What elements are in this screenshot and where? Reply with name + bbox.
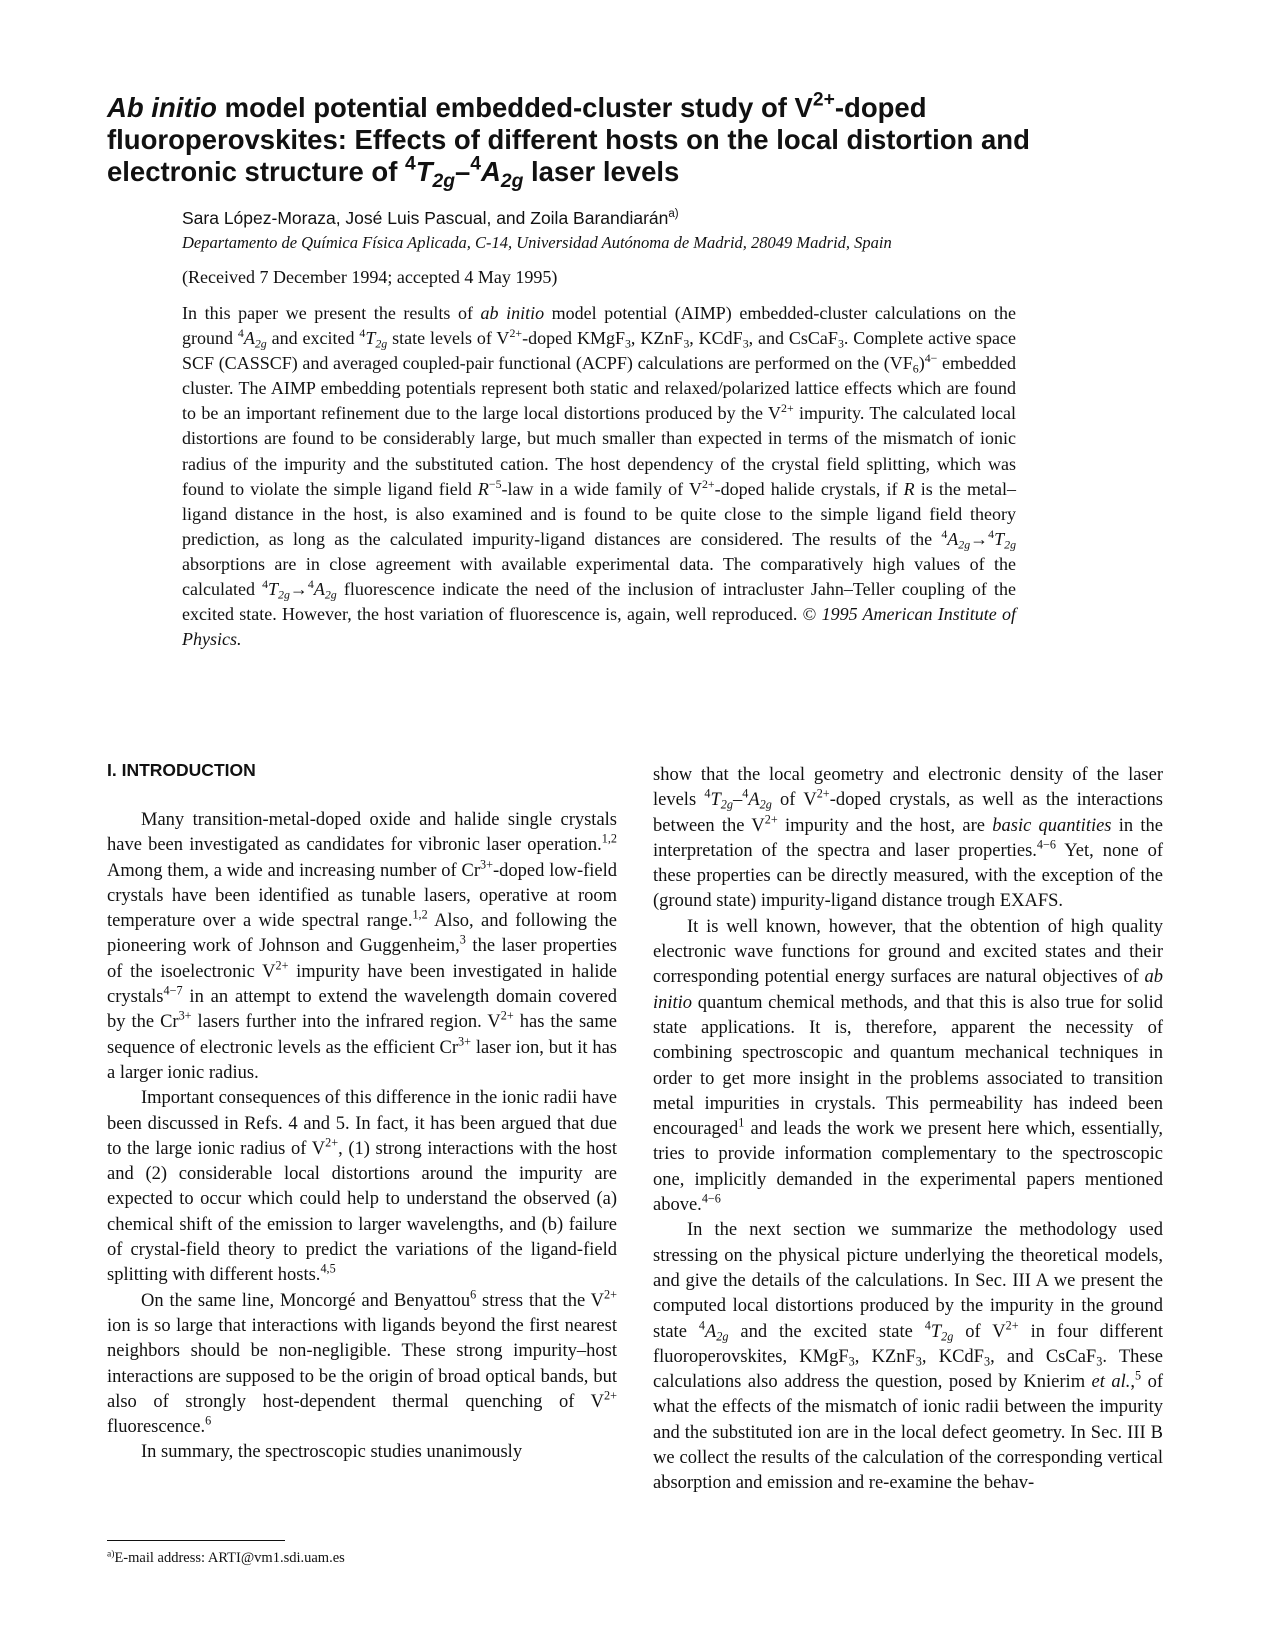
received-date: (Received 7 December 1994; accepted 4 May 1995) <box>182 267 558 287</box>
paragraph: On the same line, Moncorgé and Benyattou$^6$ stress that the $V^{2+}$ ion is so large that interactions with ligands beyond the first nearest neighbors should be non-negligible. These strong impurity–host interactions are supposed to be the origin of broad optical bands, but also of strongly host-dependent thermal quenching of $V^{2+}$ fluorescence.$^6$ <box>107 1287 617 1438</box>
right-column <box>653 763 1163 1497</box>
footnote-divider <box>107 1540 285 1541</box>
paper-title: Ab initio model potential embedded-cluster study of $V^{2+}$-doped fluoroperovskites: Effects of different hosts on the local distortion and electronic structure of $^4T_{2g}-^4A_{2g}$ laser levels <box>107 89 1030 192</box>
section-heading-introduction: I. INTRODUCTION <box>107 760 256 780</box>
paragraph: It is well known, however, that the obtention of high quality electronic wave functions for ground and excited states and their corresponding potential energy surfaces are natural objectives of ab initio quantum chemical methods, and that this is also true for solid state applications. It is, therefore, apparent the necessity of combining spectroscopic and quantum mechanical techniques in order to get more insight in the problems associated to transition metal impurities in crystals. This permeability has indeed been encouraged$^1$ and leads the work we present here which, essentially, tries to provide information complementary to the spectroscopic one, implicitly demanded in the experimental papers mentioned above.$^{4-6}$ <box>653 916 1163 1216</box>
abstract: In this paper we present the results of ab initio model potential (AIMP) embedded-cluster calculations on the ground $^4A_{2g}$ and excited $^4T_{2g}$ state levels of $V^{2+}$-doped KMgF$_3$, KZnF$_3$, KCdF$_3$, and CsCaF$_3$. Complete active space SCF (CASSCF) and averaged coupled-pair functional (ACPF) calculations are performed on the $(VF_6)^{4-}$ embedded cluster. The AIMP embedding potentials represent both static and relaxed/polarized lattice effects which are found to be an important refinement due to the large local distortions produced by the $V^{2+}$ impurity. The calculated local distortions are found to be considerably large, but much smaller than expected in terms of the mismatch of ionic radius of the impurity and the substituted cation. The host dependency of the crystal field splitting, which was found to violate the simple ligand field $R^{-5}$-law in a wide family of $V^{2+}$-doped halide crystals, if R is the metal–ligand distance in the host, is also examined and is found to be quite close to the simple ligand field theory prediction, as long as the calculated impurity-ligand distances are considered. The results of the $^4A_{2g}\to^4T_{2g}$ absorptions are in close agreement with available experimental data. The comparatively high values of the calculated $^4T_{2g}\to^4A_{2g}$ fluorescence indicate the need of the inclusion of intracluster Jahn–Teller coupling of the excited state. However, the host variation of fluorescence is, again, well reproduced. © 1995 American Institute of Physics. <box>182 303 1017 650</box>
footnote <box>107 1550 345 1567</box>
paragraph: In summary, the spectroscopic studies unanimously <box>141 1442 523 1463</box>
author-footnote-mark: a) <box>668 208 679 221</box>
left-column <box>107 808 617 1466</box>
footnote-mark: a) <box>107 1548 115 1560</box>
paragraph: show that the local geometry and electronic density of the laser levels $^4T_{2g}-^4A_{2g}$ of $V^{2+}$-doped crystals, as well as the interactions between the $V^{2+}$ impurity and the host, are basic quantities in the interpretation of the spectra and laser properties.$^{4-6}$ Yet, none of these properties can be directly measured, with the exception of the (ground state) impurity-ligand distance trough EXAFS. <box>653 765 1164 912</box>
paragraph: Important consequences of this difference in the ionic radii have been discussed in Refs. 4 and 5. In fact, it has been argued that due to the large ionic radius of $V^{2+}$, (1) strong interactions with the host and (2) considerable local distortions around the impurity are expected to occur which could help to understand the observed (a) chemical shift of the emission to larger wavelengths, and (b) failure of crystal-field theory to predict the variations of the ligand-field splitting with different hosts.$^{4,5}$ <box>107 1088 617 1286</box>
paragraph: Many transition-metal-doped oxide and halide single crystals have been investigated as candidates for vibronic laser operation.$^{1,2}$ Among them, a wide and increasing number of $Cr^{3+}$-doped low-field crystals have been identified as tunable lasers, operative at room temperature over a wide spectral range.$^{1,2}$ Also, and following the pioneering work of Johnson and Guggenheim,$^3$ the laser properties of the isoelectronic $V^{2+}$ impurity have been investigated in halide crystals$^{4-7}$ in an attempt to extend the wavelength domain covered by the $Cr^{3+}$ lasers further into the infrared region. $V^{2+}$ has the same sequence of electronic levels as the efficient $Cr^{3+}$ laser ion, but it has a larger ionic radius. <box>107 810 618 1083</box>
footnote-text: E-mail address: ARTI@vm1.sdi.uam.es <box>114 1550 345 1566</box>
affiliation: Departamento de Química Física Aplicada, C-14, Universidad Autónoma de Madrid, 28049 Madrid, Spain <box>182 233 892 252</box>
author-list: Sara López-Moraza, José Luis Pascual, and Zoila Barandiarán$^{a)}$ <box>182 208 679 228</box>
paragraph: In the next section we summarize the methodology used stressing on the physical picture underlying the theoretical models, and give the details of the calculations. In Sec. III A we present the computed local distortions produced by the impurity in the ground state $^4A_{2g}$ and the excited state $^4T_{2g}$ of $V^{2+}$ in four different fluoroperovskites, KMgF$_3$, KZnF$_3$, KCdF$_3$, and CsCaF$_3$. These calculations also address the question, posed by Knierim et al.,$^5$ of what the effects of the mismatch of ionic radii between the impurity and the substituted ion are in the local defect geometry. In Sec. III B we collect the results of the calculation of the corresponding vertical absorption and emission and re-examine the behav- <box>653 1220 1164 1494</box>
